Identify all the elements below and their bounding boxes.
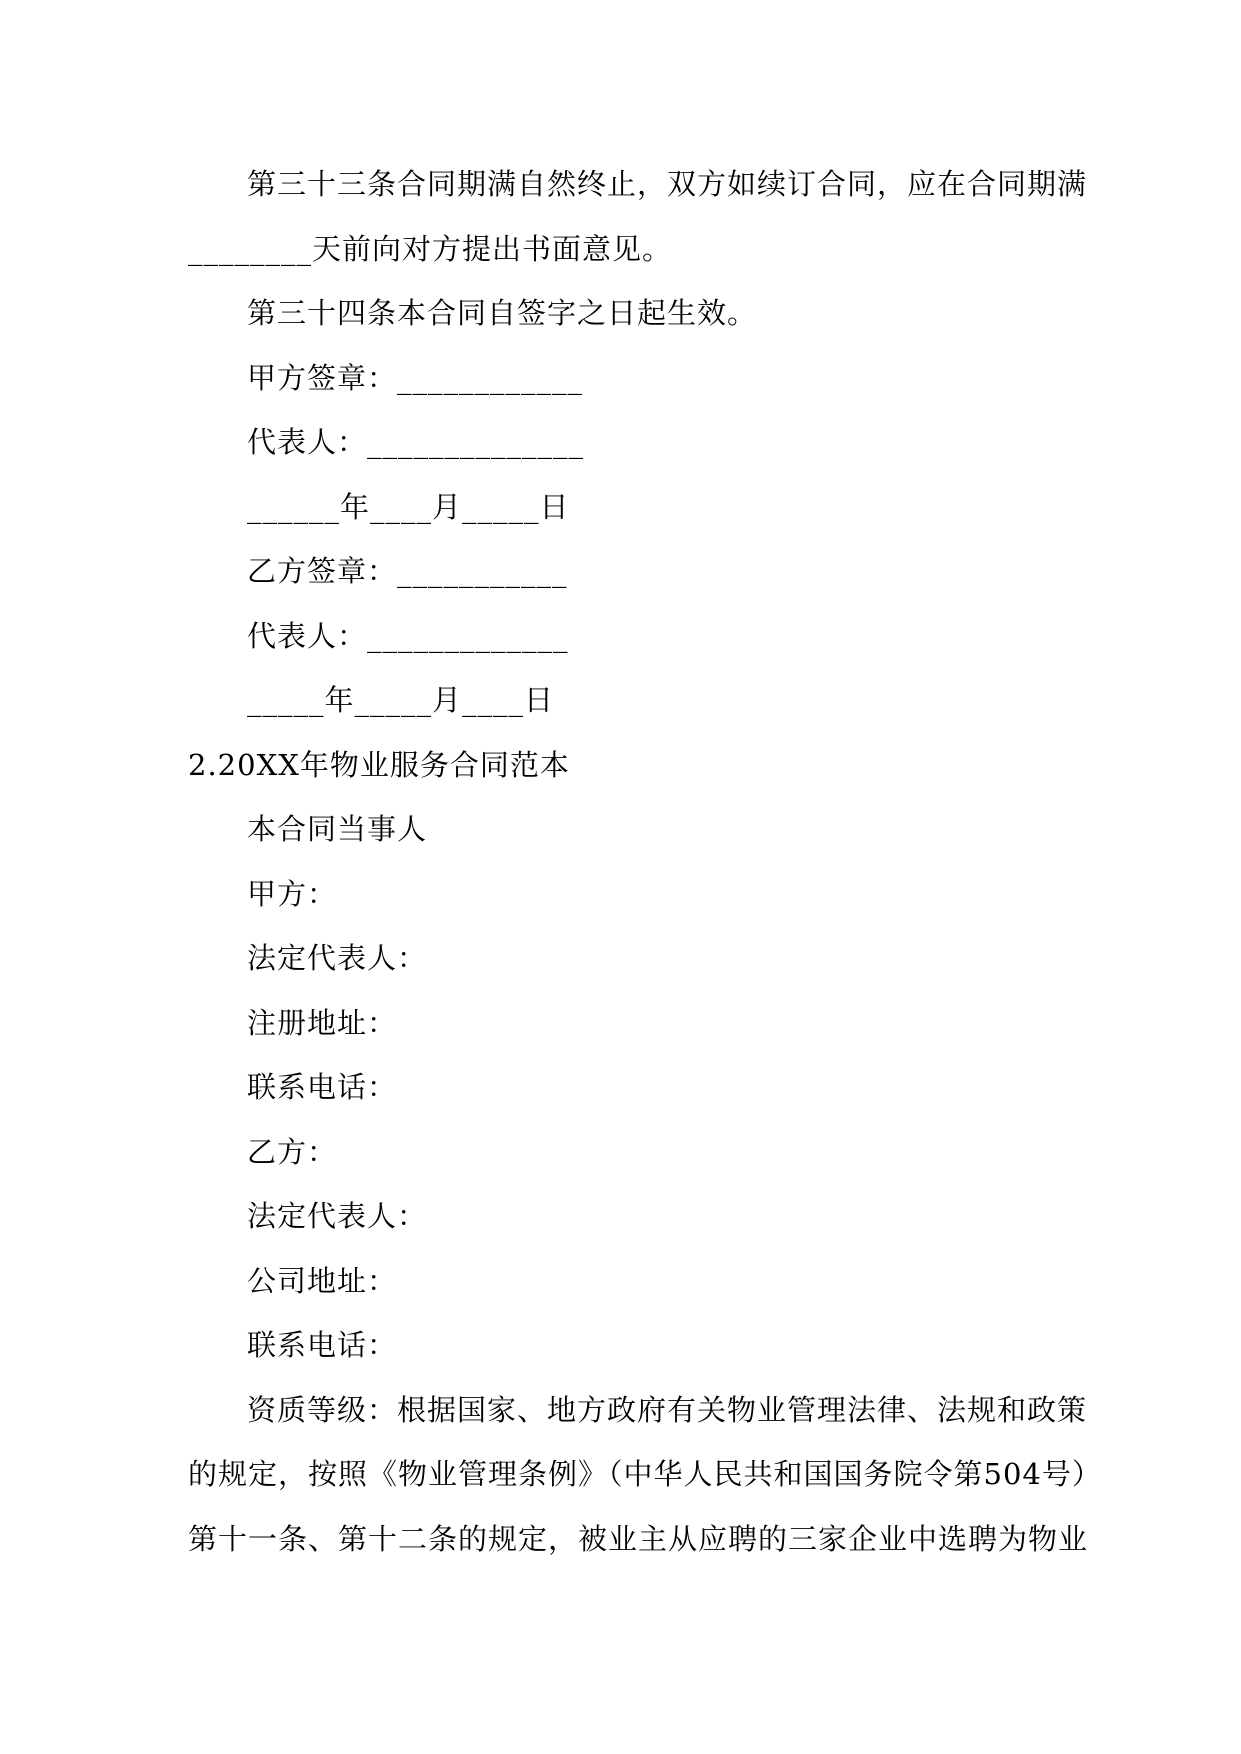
party-a-phone-label: 联系电话： xyxy=(247,1070,398,1104)
article-33-line-1: 第三十三条合同期满自然终止，双方如续订合同，应在合同期满 xyxy=(247,167,1088,201)
party-b-phone-label: 联系电话： xyxy=(247,1328,398,1362)
party-b-representative-line: 代表人：_____________ xyxy=(247,619,569,653)
qualification-line-1: 资质等级：根据国家、地方政府有关物业管理法律、法规和政策 xyxy=(247,1393,1088,1427)
article-33-line-2: ________天前向对方提出书面意见。 xyxy=(188,232,673,266)
party-b-legal-rep-label: 法定代表人： xyxy=(247,1199,428,1233)
party-b-label: 乙方： xyxy=(247,1135,338,1169)
party-a-address-label: 注册地址： xyxy=(247,1006,398,1040)
party-b-date-line: _____年_____月____日 xyxy=(247,683,555,717)
party-b-signature-line: 乙方签章：___________ xyxy=(247,554,568,588)
party-a-date-line: ______年____月_____日 xyxy=(247,490,570,524)
party-a-signature-line: 甲方签章：____________ xyxy=(247,361,584,395)
section-heading: 2.20XX年物业服务合同范本 xyxy=(188,748,570,782)
qualification-line-3: 第十一条、第十二条的规定，被业主从应聘的三家企业中选聘为物业 xyxy=(188,1522,1089,1556)
party-a-label: 甲方： xyxy=(247,877,338,911)
contract-parties-heading: 本合同当事人 xyxy=(247,812,428,846)
party-a-representative-line: 代表人：______________ xyxy=(247,425,585,459)
party-a-legal-rep-label: 法定代表人： xyxy=(247,941,428,975)
qualification-line-2: 的规定，按照《物业管理条例》（中华人民共和国国务院令第504号） xyxy=(188,1457,1102,1491)
article-34: 第三十四条本合同自签字之日起生效。 xyxy=(247,296,758,330)
party-b-address-label: 公司地址： xyxy=(247,1264,398,1298)
